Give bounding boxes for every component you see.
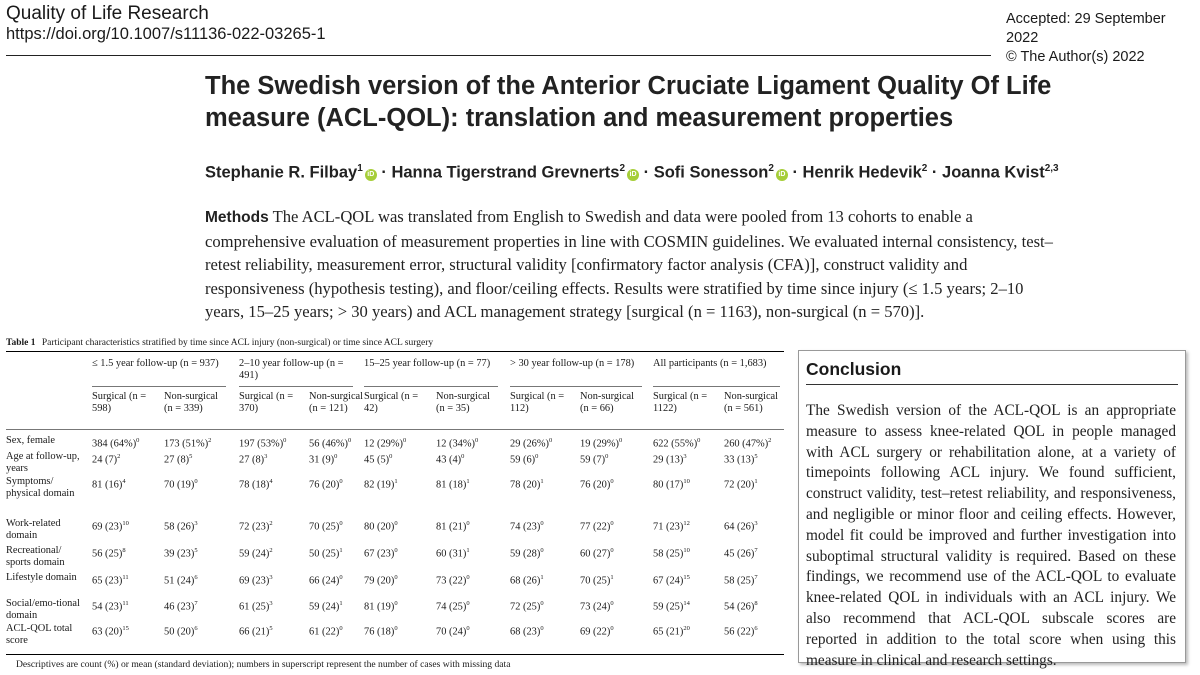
author-separator: · [787, 163, 803, 182]
table-cell: 59 $(24)^2$ [239, 547, 273, 560]
table-cell: 67 $(24)^{15}$ [653, 574, 690, 587]
table-cell: 27 $(8)^5$ [164, 453, 193, 466]
table-cell: 59 $(6)^0$ [510, 453, 539, 466]
table-cell: 72 $(25)^0$ [510, 600, 544, 613]
table-cell: 50 $(25)^1$ [309, 547, 343, 560]
table-cell: 80 $(20)^0$ [364, 520, 398, 533]
table-cell: 19 $(29\%)^0$ [580, 437, 623, 450]
author-separator: · [376, 163, 392, 182]
table-cell: 31 $(9)^0$ [309, 453, 338, 466]
table-subheader: Non-surgical (n = 561) [724, 391, 779, 414]
author-name[interactable]: Henrik Hedevik [802, 163, 922, 182]
table-bottom-rule [6, 654, 784, 655]
table-cell: 81 $(18)^1$ [436, 478, 470, 491]
table-cell: 46 $(23)^7$ [164, 600, 198, 613]
publication-info [1006, 10, 1200, 67]
table-cell: 58 $(25)^{10}$ [653, 547, 690, 560]
table-cell: 50 $(20)^6$ [164, 625, 198, 638]
table-cell: 56 $(25)^8$ [92, 547, 126, 560]
table-row-label: Age at follow-up, years [6, 451, 80, 474]
table-subheader: Non-surgical (n = 35) [436, 391, 491, 414]
table-cell: 45 $(5)^0$ [364, 453, 393, 466]
table-cell: 72 $(20)^1$ [724, 478, 758, 491]
table-header-rule [6, 429, 784, 430]
author-separator: · [927, 163, 943, 182]
table-cell: 77 $(22)^0$ [580, 520, 614, 533]
table-cell: 622 $(55\%)^0$ [653, 437, 701, 450]
table-footnote: Descriptives are count (%) or mean (standard deviation); numbers in superscript represent the number of cases with missing data [16, 659, 511, 670]
author-separator: · [639, 163, 654, 182]
table-top-rule [6, 351, 784, 352]
author-name[interactable]: Hanna Tigerstrand Grevnerts [391, 163, 620, 182]
table-subheader: Non-surgical (n = 339) [164, 391, 219, 414]
table-cell: 173 $(51\%)^2$ [164, 437, 212, 450]
table-cell: 70 $(25)^1$ [580, 574, 614, 587]
author-list [205, 163, 1059, 183]
table-cell: 60 $(27)^0$ [580, 547, 614, 560]
table-cell: 33 $(13)^5$ [724, 453, 758, 466]
table-cell: 64 $(26)^3$ [724, 520, 758, 533]
table-cell: 27 $(8)^3$ [239, 453, 268, 466]
table-cell: 66 $(24)^0$ [309, 574, 343, 587]
conclusion-heading: Conclusion [806, 359, 902, 379]
table-cell: 79 $(20)^0$ [364, 574, 398, 587]
table-row-label: Lifestyle domain [6, 572, 77, 583]
table-row-label: Work-related domain [6, 518, 61, 541]
table-cell: 39 $(23)^5$ [164, 547, 198, 560]
table-cell: 54 $(26)^8$ [724, 600, 758, 613]
table-cell: 78 $(18)^4$ [239, 478, 273, 491]
group-header-rule [364, 386, 498, 387]
author-affiliation: 2 [768, 163, 774, 174]
table-cell: 65 $(21)^{20}$ [653, 625, 690, 638]
table-cell: 56 $(46\%)^0$ [309, 437, 352, 450]
copyright: © The Author(s) 2022 [1006, 49, 1145, 65]
accepted-date: Accepted: 29 September 2022 [1006, 11, 1166, 46]
table-row-label: Social/emo-tional domain [6, 598, 80, 621]
author-name[interactable]: Joanna Kvist [942, 163, 1045, 182]
table-cell: 61 $(22)^0$ [309, 625, 343, 638]
table-cell: 12 $(34\%)^0$ [436, 437, 479, 450]
table-cell: 68 $(26)^1$ [510, 574, 544, 587]
author-affiliation: 2 [921, 163, 928, 174]
table-cell: 29 $(26\%)^0$ [510, 437, 553, 450]
table-cell: 73 $(22)^0$ [436, 574, 470, 587]
table-label: Table 1 [6, 338, 36, 348]
table-subheader: Surgical (n = 1122) [653, 391, 708, 414]
table-subheader: Surgical (n = 42) [364, 391, 419, 414]
table-cell: 45 $(26)^7$ [724, 547, 758, 560]
table-subheader: Surgical (n = 598) [92, 391, 147, 414]
table-cell: 69 $(22)^0$ [580, 625, 614, 638]
table-cell: 54 $(23)^{11}$ [92, 600, 129, 613]
table-row-label: Symptoms/ physical domain [6, 476, 75, 499]
conclusion-divider [806, 384, 1178, 385]
table-cell: 61 $(25)^3$ [239, 600, 273, 613]
doi-link[interactable]: https://doi.org/10.1007/s11136-022-03265-1 [6, 25, 326, 43]
methods-text: The ACL-QOL was translated from English to Swedish and data were pooled from 13 cohorts to enable a comprehensive evaluation of measurement properties in line with COSMIN guidelines. We evaluated internal consistency, test–retest reliability, measurement error, structural validity [confirmatory factor analysis (CFA)], construct validity and responsiveness (hypothesis testing), and floor/ceiling effects. Results were stratified by time since injury (≤ 1.5 years; 2–10 years, 15–25 years; > 30 years) and ACL management strategy [surgical (n = 1163), non-surgical (n = 570)]. [205, 207, 1053, 321]
table-group-header: > 30 year follow-up (n = 178) [510, 358, 635, 369]
table-subheader: Non-surgical (n = 66) [580, 391, 635, 414]
table-cell: 384 $(64\%)^0$ [92, 437, 140, 450]
group-header-rule [653, 386, 780, 387]
table-cell: 74 $(23)^0$ [510, 520, 544, 533]
table-caption [6, 338, 433, 348]
table-subheader: Surgical (n = 112) [510, 391, 565, 414]
journal-name: Quality of Life Research [6, 3, 209, 24]
table-cell: 65 $(23)^{11}$ [92, 574, 129, 587]
methods-label: Methods [205, 209, 269, 226]
table-group-header: 15–25 year follow-up (n = 77) [364, 358, 491, 369]
table-cell: 59 $(7)^0$ [580, 453, 609, 466]
header-divider [6, 55, 991, 56]
table-row-label: Sex, female [6, 435, 56, 446]
table-cell: 12 $(29\%)^0$ [364, 437, 407, 450]
table-cell: 69 $(23)^{10}$ [92, 520, 129, 533]
table-group-header: All participants (n = 1,683) [653, 358, 767, 369]
table-cell: 59 $(24)^1$ [309, 600, 343, 613]
table-cell: 66 $(21)^5$ [239, 625, 273, 638]
table-cell: 81 $(21)^0$ [436, 520, 470, 533]
table-cell: 197 $(53\%)^0$ [239, 437, 287, 450]
conclusion-text: The Swedish version of the ACL-QOL is an appropriate measure to assess knee-related QOL in people managed with ACL surgery or rehabilitation alone, at a variety of timepoints following ACL injury. We found sufficient, construct validity, test–retest reliability, and responsiveness, and negligible or minor floor and ceiling effects. However, model fit could be improved and further investigation into suboptimal structural validity is required. Based on these findings, we recommend use of the ACL-QOL to evaluate knee-related QOL in individuals with an ACL injury. We also recommend that ACL-QOL subscale scores are reported in addition to the total score when using this measure in clinical and research settings. [806, 402, 1176, 669]
table-cell: 69 $(23)^3$ [239, 574, 273, 587]
table-cell: 72 $(23)^2$ [239, 520, 273, 533]
group-header-rule [510, 386, 642, 387]
table-cell: 51 $(24)^6$ [164, 574, 198, 587]
author-name[interactable]: Stephanie R. Filbay [205, 163, 358, 182]
table-subheader: Surgical (n = 370) [239, 391, 294, 414]
orcid-icon[interactable]: iD [627, 169, 639, 181]
table-cell: 82 $(19)^1$ [364, 478, 398, 491]
table-row-label: ACL-QOL total score [6, 623, 73, 646]
table-row-label: Recreational/ sports domain [6, 545, 65, 568]
table-cell: 76 $(18)^0$ [364, 625, 398, 638]
table-subheader: Non-surgical (n = 121) [309, 391, 364, 414]
paper-title: The Swedish version of the Anterior Cruciate Ligament Quality Of Life measure (ACL-QOL): translation and measurement properties [205, 72, 1052, 132]
table-cell: 68 $(23)^0$ [510, 625, 544, 638]
table-group-header: ≤ 1.5 year follow-up (n = 937) [92, 358, 219, 369]
table-cell: 76 $(20)^0$ [580, 478, 614, 491]
table-cell: 29 $(13)^3$ [653, 453, 687, 466]
table-cell: 70 $(24)^0$ [436, 625, 470, 638]
table-cell: 56 $(22)^6$ [724, 625, 758, 638]
table-cell: 59 $(25)^{14}$ [653, 600, 690, 613]
table-cell: 70 $(19)^0$ [164, 478, 198, 491]
table-cell: 260 $(47\%)^2$ [724, 437, 772, 450]
table-cell: 80 $(17)^{10}$ [653, 478, 690, 491]
table-cell: 63 $(20)^{15}$ [92, 625, 129, 638]
table-cell: 81 $(16)^4$ [92, 478, 126, 491]
author-name[interactable]: Sofi Sonesson [653, 163, 769, 182]
table-cell: 43 $(4)^0$ [436, 453, 465, 466]
table-cell: 78 $(20)^1$ [510, 478, 544, 491]
table-group-header: 2–10 year follow-up (n = 491) [239, 358, 344, 381]
table-cell: 59 $(28)^0$ [510, 547, 544, 560]
author-affiliation: 2,3 [1044, 163, 1059, 174]
table-cell: 70 $(25)^0$ [309, 520, 343, 533]
table-cell: 71 $(23)^{12}$ [653, 520, 690, 533]
table-cell: 74 $(25)^0$ [436, 600, 470, 613]
table-cell: 67 $(23)^0$ [364, 547, 398, 560]
group-header-rule [239, 386, 353, 387]
orcid-icon[interactable]: iD [776, 169, 788, 181]
orcid-icon[interactable]: iD [365, 169, 377, 181]
author-affiliation: 1 [357, 163, 363, 174]
table-caption-text: Participant characteristics stratified by time since ACL injury (non-surgical) or time since ACL surgery [41, 338, 434, 348]
author-affiliation: 2 [619, 163, 626, 174]
table-cell: 76 $(20)^0$ [309, 478, 343, 491]
group-header-rule [92, 386, 226, 387]
table-cell: 24 $(7)^2$ [92, 453, 121, 466]
table-cell: 60 $(31)^1$ [436, 547, 470, 560]
table-cell: 58 $(26)^3$ [164, 520, 198, 533]
table-cell: 73 $(24)^0$ [580, 600, 614, 613]
methods-paragraph [205, 205, 1065, 324]
table-cell: 81 $(19)^0$ [364, 600, 398, 613]
table-cell: 58 $(25)^7$ [724, 574, 758, 587]
